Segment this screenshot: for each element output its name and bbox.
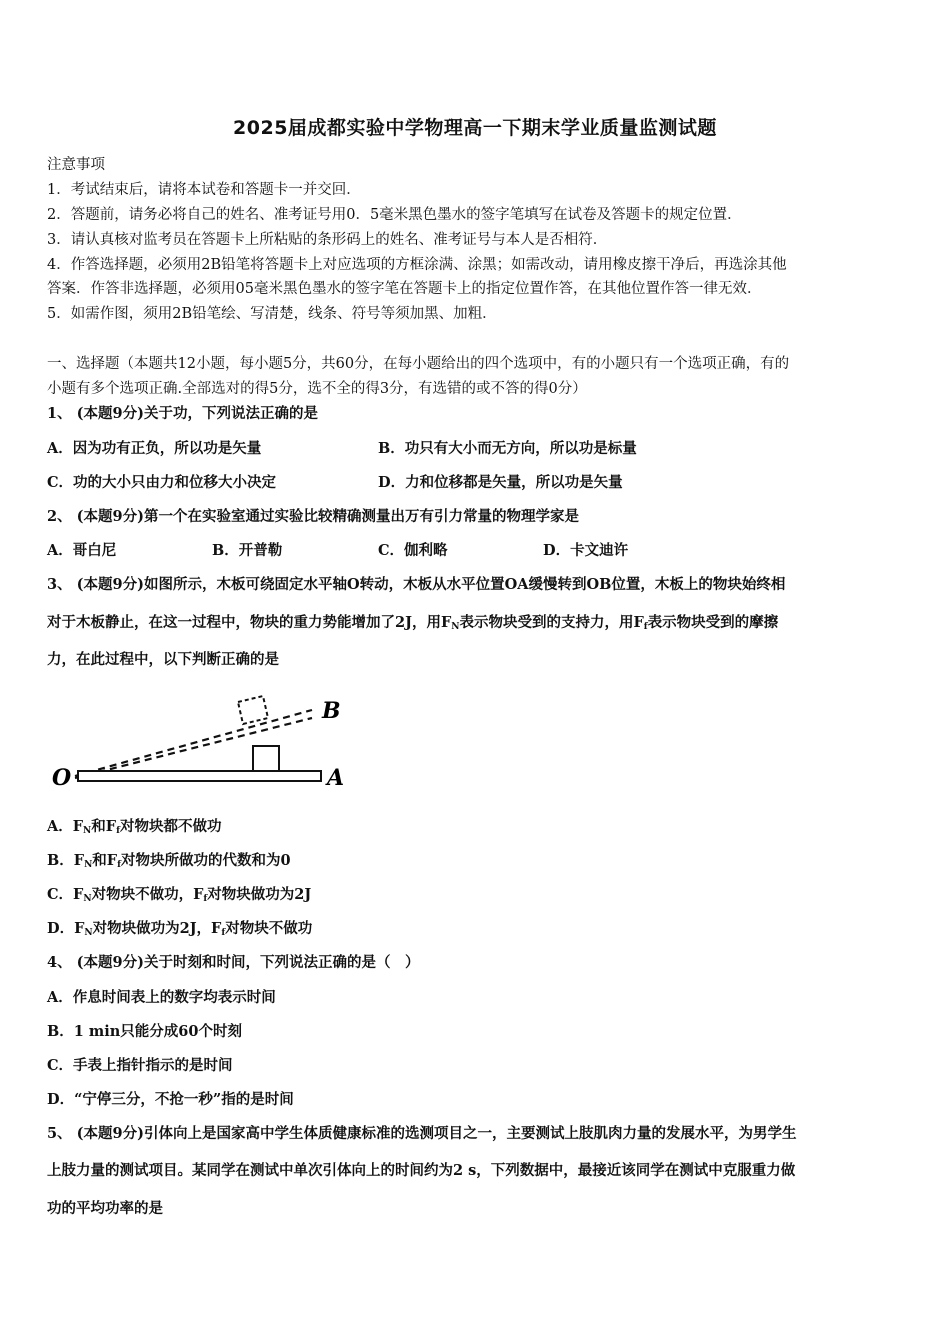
q3-stem-line-3: 力，在此过程中，以下判断正确的是 — [47, 651, 279, 668]
q2-option-b: B．开普勒 — [212, 542, 283, 559]
q3-board-figure — [50, 688, 360, 793]
notice-item-5: 5．如需作图，须用2B铅笔绘、写清楚，线条、符号等须加黑、加粗． — [47, 306, 497, 322]
label-o: O — [52, 765, 72, 791]
q3-option-d: D．$F_N$对物块做功为2J，$F_f$对物块不做功 — [47, 920, 313, 938]
section-instruction-2: 小题有多个选项正确.全部选对的得5分，选不全的得3分，有选错的或不答的得0分） — [47, 381, 587, 397]
notice-item-4-cont: 答案．作答非选择题，必须用05毫米黑色墨水的签字笔在答题卡上的指定位置作答，在其他位置作答一律无效． — [47, 281, 762, 297]
q1-option-c: C．功的大小只由力和位移大小决定 — [47, 474, 277, 491]
q3-option-a: A．$F_N$和$F_f$对物块都不做功 — [47, 818, 222, 836]
block-solid — [253, 746, 279, 771]
q4-stem: 4、 (本题9分)关于时刻和时间，下列说法正确的是（ ） — [47, 954, 420, 971]
q1-option-b: B．功只有大小而无方向，所以功是标量 — [378, 440, 637, 457]
q3-stem-line-2: 对于木板静止，在这一过程中，物块的重力势能增加了2J，用$F_N$表示物块受到的支持力，用$F_f$表示物块受到的摩擦 — [47, 614, 779, 632]
q2-option-a: A．哥白尼 — [47, 542, 117, 559]
q3-stem-line-1: 3、 (本题9分)如图所示，木板可绕固定水平轴O转动，木板从水平位置OA缓慢转到OB位置，木板上的物块始终相 — [47, 576, 786, 593]
page-title: 2025届成都实验中学物理高一下期末学业质量监测试题 — [233, 117, 717, 139]
notice-item-4: 4．作答选择题，必须用2B铅笔将答题卡上对应选项的方框涂满、涂黑；如需改动，请用橡皮擦干净后，再选涂其他 — [47, 257, 787, 273]
q3-option-c: C．$F_N$对物块不做功，$F_f$对物块做功为2J — [47, 886, 312, 904]
q2-option-c: C．伽利略 — [378, 542, 448, 559]
notice-heading: 注意事项 — [47, 157, 105, 173]
q2-option-d: D．卡文迪许 — [543, 542, 629, 559]
q1-stem: 1、 (本题9分)关于功，下列说法正确的是 — [47, 405, 318, 422]
q4-option-d: D．“宁停三分，不抢一秒”指的是时间 — [47, 1091, 294, 1108]
q4-option-c: C．手表上指针指示的是时间 — [47, 1057, 233, 1074]
notice-item-3: 3．请认真核对监考员在答题卡上所粘贴的条形码上的姓名、准考证号与本人是否相符． — [47, 232, 608, 248]
q3-option-b: B．$F_N$和$F_f$对物块所做功的代数和为0 — [47, 852, 291, 870]
notice-item-1: 1．考试结束后，请将本试卷和答题卡一并交回． — [47, 182, 361, 198]
q2-stem: 2、 (本题9分)第一个在实验室通过实验比较精确测量出万有引力常量的物理学家是 — [47, 508, 579, 525]
board-oa — [78, 771, 321, 781]
q1-option-d: D．力和位移都是矢量，所以功是矢量 — [378, 474, 623, 491]
q1-option-a: A．因为功有正负，所以功是矢量 — [47, 440, 262, 457]
block-dashed — [238, 696, 268, 724]
q5-stem-line-3: 功的平均功率的是 — [47, 1200, 163, 1217]
q4-option-a: A．作息时间表上的数字均表示时间 — [47, 989, 276, 1006]
label-b: B — [322, 698, 341, 724]
q5-stem-line-1: 5、 (本题9分)引体向上是国家高中学生体质健康标准的选测项目之一，主要测试上肢肌肉力量的发展水平，为男学生 — [47, 1125, 797, 1142]
label-a: A — [327, 765, 345, 791]
q5-stem-line-2: 上肢力量的测试项目。某同学在测试中单次引体向上的时间约为2 s，下列数据中，最接近该同学在测试中克服重力做 — [47, 1162, 796, 1179]
section-instruction-1: 一、选择题（本题共12小题，每小题5分，共60分，在每小题给出的四个选项中，有的小题只有一个选项正确，有的 — [47, 356, 790, 372]
notice-item-2: 2．答题前，请务必将自己的姓名、准考证号用0．5毫米黑色墨水的签字笔填写在试卷及答题卡的规定位置． — [47, 207, 742, 223]
q4-option-b: B．1 min只能分成60个时刻 — [47, 1023, 242, 1040]
